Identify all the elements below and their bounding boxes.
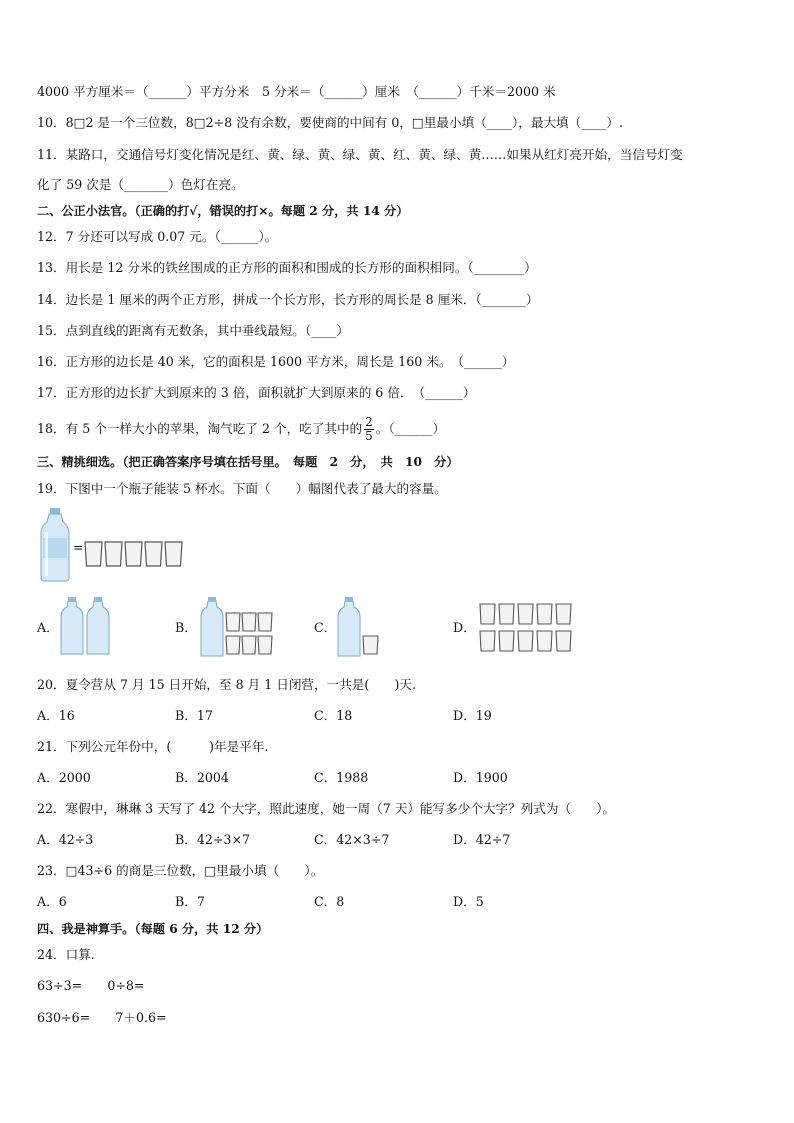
question-17: 17．正方形的边长扩大到原来的 3 倍，面积就扩大到原来的 6 倍． （______） — [37, 385, 476, 400]
question-13: 13．用长是 12 分米的铁丝围成的正方形的面积和围成的长方形的面积相同。（________） — [37, 260, 537, 275]
q20-option-d: D．19 — [453, 708, 492, 723]
q21-option-b: B．2004 — [175, 770, 229, 785]
q22-option-c: C．42×3÷7 — [314, 832, 390, 847]
q20-option-a: A．16 — [37, 708, 75, 723]
fraction-denominator: 5 — [365, 429, 373, 443]
fraction-numerator: 2 — [365, 415, 373, 429]
option-c-label: C． — [314, 620, 337, 635]
question-12: 12．7 分还可以写成 0.07 元。（______）。 — [37, 229, 278, 244]
question-18-text: 18．有 5 个一样大小的苹果，淘气吃了 2 个，吃了其中的 — [37, 421, 363, 436]
question-16: 16．正方形的边长是 40 米，它的面积是 1600 平方米，周长是 160 米。 （______） — [37, 354, 515, 369]
q23-option-b: B．7 — [175, 894, 205, 909]
option-a-label: A． — [37, 620, 59, 635]
option-d-ten-cups-icon — [478, 602, 574, 656]
q20-option-c: C．18 — [314, 708, 353, 723]
q21-option-a: A．2000 — [37, 770, 91, 785]
q21-option-d: D．1900 — [453, 770, 508, 785]
question-19: 19．下图中一个瓶子能装 5 杯水。下面（ ）幅图代表了最大的容量。 — [37, 481, 447, 496]
q20-option-b: B．17 — [175, 708, 213, 723]
question-18 — [37, 416, 445, 443]
question-23: 23．□43÷6 的商是三位数，□里最小填（ ）。 — [37, 863, 324, 878]
question-18-blank: 。（______） — [375, 421, 446, 436]
option-b-bottle-and-cups-icon — [200, 597, 280, 659]
question-14: 14．边长是 1 厘米的两个正方形，拼成一个长方形，长方形的周长是 8 厘米．（_______） — [37, 292, 539, 307]
question-15: 15．点到直线的距离有无数条，其中垂线最短。（____） — [37, 323, 349, 338]
question-10: 10．8□2 是一个三位数，8□2÷8 没有余数，要使商的中间有 0，□里最小填（____），最大填（____）. — [37, 115, 624, 130]
question-22: 22．寒假中，琳琳 3 天写了 42 个大字，照此速度，她一周（7 天）能写多少个大字？列式为（ ）。 — [37, 801, 616, 816]
q22-option-b: B．42÷3×7 — [175, 832, 251, 847]
section-2-heading: 二、公正小法官。（正确的打√，错误的打×。每题 2 分，共 14 分） — [37, 204, 409, 218]
q23-option-d: D．5 — [453, 894, 484, 909]
q23-option-c: C．8 — [314, 894, 345, 909]
option-a-two-bottles-icon — [60, 597, 112, 657]
section-3-heading: 三、精挑细选。（把正确答案序号填在括号里。 每题 2 分， 共 10 分） — [37, 455, 459, 469]
calculation-row-2: 630÷6= 7＋0.6= — [37, 1010, 167, 1025]
fraction — [364, 416, 374, 443]
question-20: 20．夏令营从 7 月 15 日开始，至 8 月 1 日闭营，一共是( )天. — [37, 677, 417, 692]
option-b-label: B． — [175, 620, 197, 635]
equals-sign: = — [73, 540, 84, 555]
question-9: 4000 平方厘米＝（______）平方分米 5 分米＝（______）厘米 （______）千米＝2000 米 — [37, 84, 556, 99]
option-d-label: D． — [453, 620, 476, 635]
q22-option-a: A．42÷3 — [37, 832, 94, 847]
q22-option-d: D．42÷7 — [453, 832, 511, 847]
calculation-row-1: 63÷3= 0÷8= — [37, 978, 145, 993]
question-11-line-2: 化了 59 次是（_______）色灯在亮。 — [37, 177, 244, 192]
question-21: 21．下列公元年份中，( )年是平年. — [37, 739, 269, 754]
q23-option-a: A．6 — [37, 894, 67, 909]
question-24: 24．口算. — [37, 947, 95, 962]
reference-cups-icon — [84, 540, 188, 568]
section-4-heading: 四、我是神算手。（每题 6 分，共 12 分） — [37, 922, 269, 936]
option-c-bottle-and-cup-icon — [337, 597, 387, 659]
reference-bottle-icon — [40, 508, 70, 582]
q21-option-c: C．1988 — [314, 770, 369, 785]
question-11-line-1: 11．某路口，交通信号灯变化情况是红、黄、绿、黄、绿、黄、红、黄、绿、黄……如果从红灯亮开始，当信号灯变 — [37, 147, 683, 162]
